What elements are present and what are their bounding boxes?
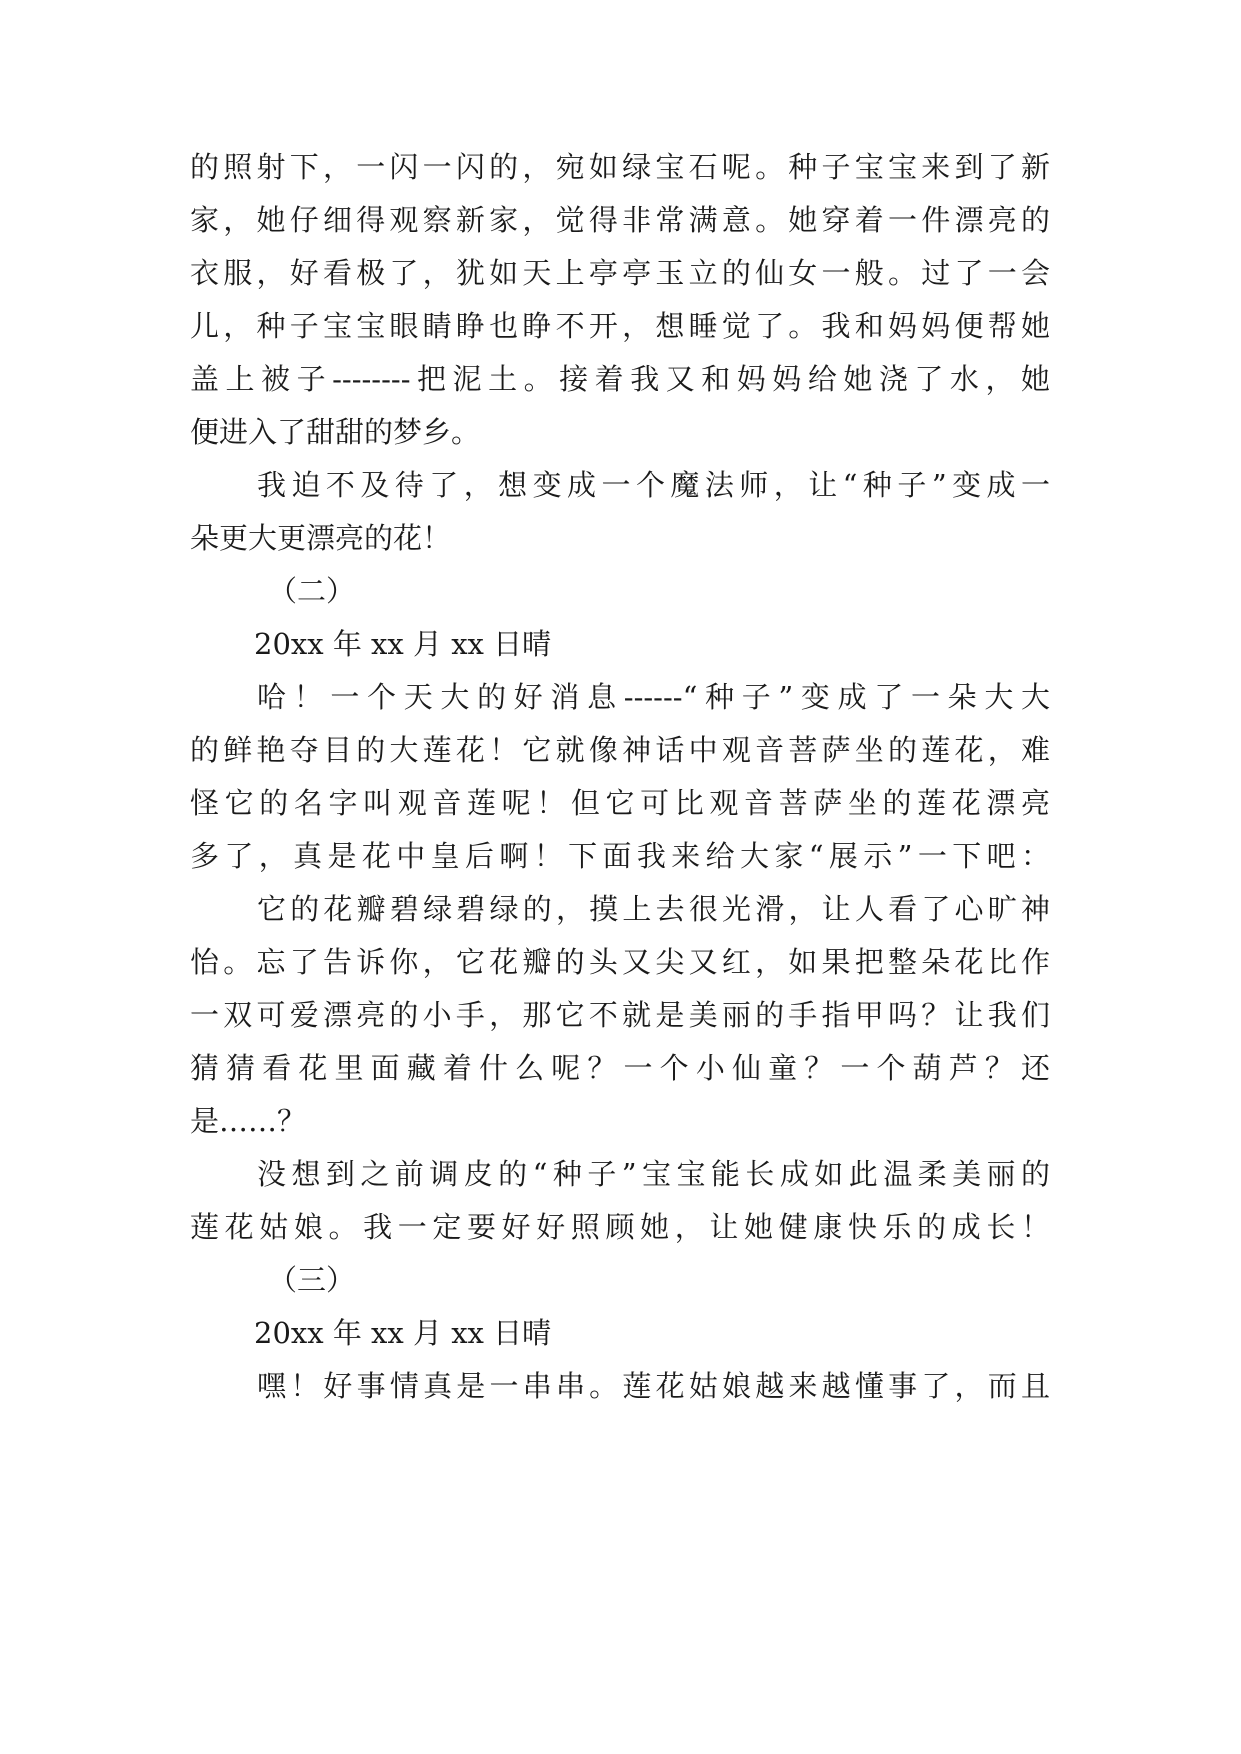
date-line: 20xx 年 xx 月 xx 日晴 [254,1316,552,1350]
paragraph-line: 儿，种子宝宝眼睛睁也睁不开，想睡觉了。我和妈妈便帮她 [190,309,1050,343]
section-heading: （三） [268,1263,356,1297]
paragraph-line: 家，她仔细得观察新家，觉得非常满意。她穿着一件漂亮的 [190,203,1050,237]
paragraph-line: 多了，真是花中皇后啊！下面我来给大家“展示”一下吧： [190,839,1050,873]
paragraph-line: 朵更大更漂亮的花！ [190,521,452,555]
section-heading: （二） [268,574,356,608]
date-line: 20xx 年 xx 月 xx 日晴 [254,627,552,661]
paragraph-line: 哈！一个天大的好消息------“种子”变成了一朵大大 [257,680,1050,714]
paragraph-line: 怡。忘了告诉你，它花瓣的头又尖又红，如果把整朵花比作 [190,945,1050,979]
paragraph-line: 衣服，好看极了，犹如天上亭亭玉立的仙女一般。过了一会 [190,256,1050,290]
paragraph-line: 的鲜艳夺目的大莲花！它就像神话中观音菩萨坐的莲花，难 [190,733,1050,767]
paragraph-line: 怪它的名字叫观音莲呢！但它可比观音菩萨坐的莲花漂亮 [190,786,1050,820]
paragraph-line: 是……？ [190,1104,307,1138]
paragraph-line: 没想到之前调皮的“种子”宝宝能长成如此温柔美丽的 [257,1157,1050,1191]
paragraph-line: 猜猜看花里面藏着什么呢？一个小仙童？一个葫芦？还 [190,1051,1050,1085]
paragraph-line: 的照射下，一闪一闪的，宛如绿宝石呢。种子宝宝来到了新 [190,150,1050,184]
paragraph-line: 嘿！好事情真是一串串。莲花姑娘越来越懂事了，而且 [257,1369,1050,1403]
paragraph-line: 盖上被子--------把泥土。接着我又和妈妈给她浇了水，她 [190,362,1050,396]
paragraph-line: 它的花瓣碧绿碧绿的，摸上去很光滑，让人看了心旷神 [257,892,1050,926]
paragraph-line: 便进入了甜甜的梦乡。 [190,415,481,449]
paragraph-line: 莲花姑娘。我一定要好好照顾她，让她健康快乐的成长！ [190,1210,1050,1244]
paragraph-line: 一双可爱漂亮的小手，那它不就是美丽的手指甲吗？让我们 [190,998,1050,1032]
paragraph-line: 我迫不及待了，想变成一个魔法师，让“种子”变成一 [257,468,1050,502]
